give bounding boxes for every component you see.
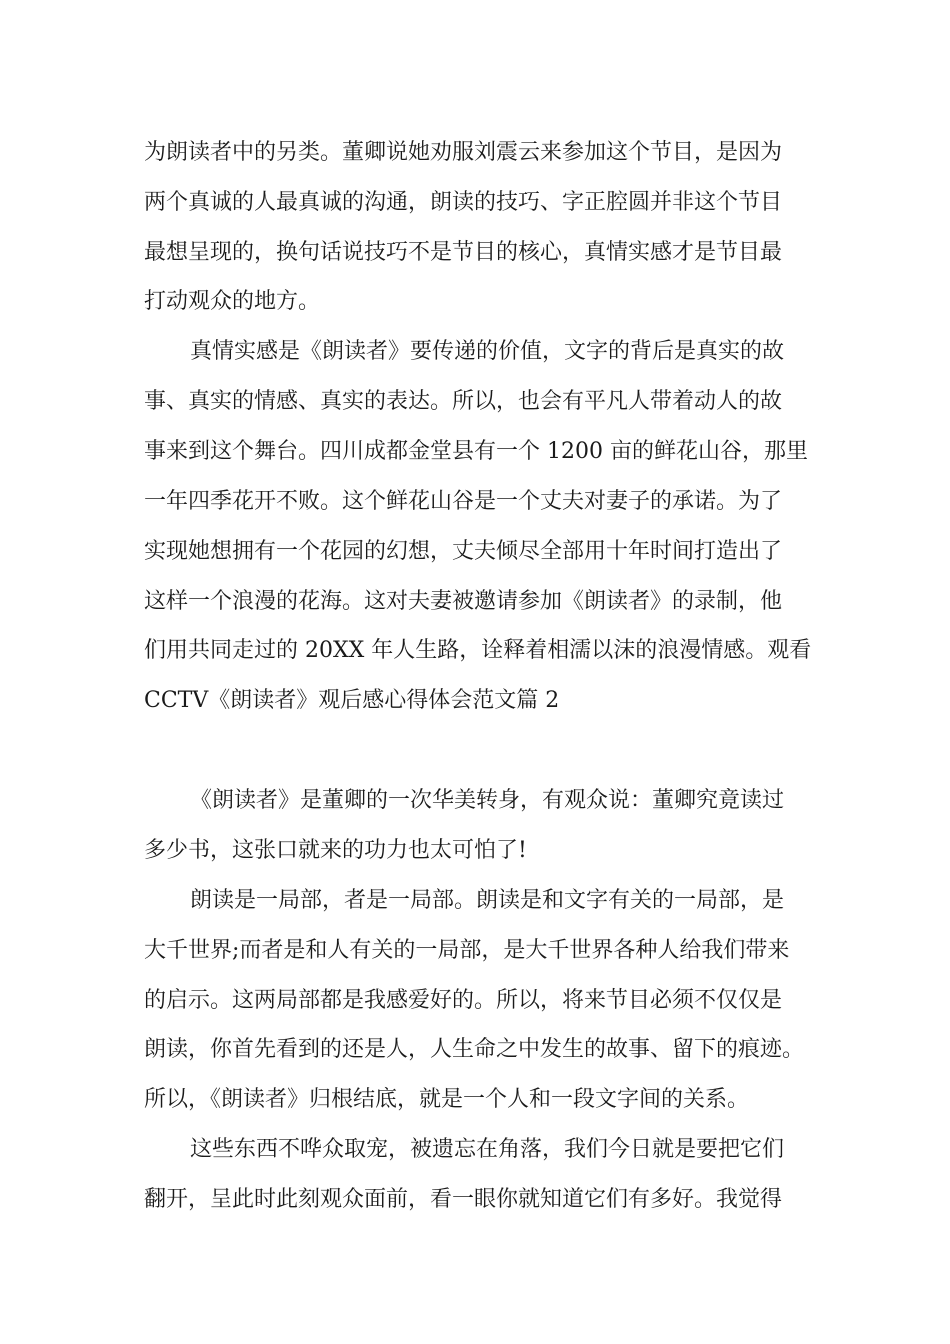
text-line: 大千世界;而者是和人有关的一局部，是大千世界各种人给我们带来 xyxy=(144,938,790,963)
text-line: 事、真实的情感、真实的表达。所以，也会有平凡人带着动人的故 xyxy=(144,389,783,414)
text-line: 一年四季花开不败。这个鲜花山谷是一个丈夫对妻子的承诺。为了 xyxy=(144,489,783,514)
text-line: 多少书，这张口就来的功力也太可怕了! xyxy=(144,838,527,863)
text-line: 翻开，呈此时此刻观众面前，看一眼你就知道它们有多好。我觉得 xyxy=(144,1187,783,1212)
text-line: 的启示。这两局部都是我感爱好的。所以，将来节目必须不仅仅是 xyxy=(144,988,783,1013)
text-line: 所以，《朗读者》归根结底，就是一个人和一段文字间的关系。 xyxy=(144,1087,750,1112)
text-line: 朗读，你首先看到的还是人，人生命之中发生的故事、留下的痕迹。 xyxy=(144,1037,805,1062)
text-line: 们用共同走过的 20XX 年人生路，诠释着相濡以沫的浪漫情感。观看 xyxy=(144,638,812,663)
text-line: 打动观众的地方。 xyxy=(144,289,321,314)
text-line: 真情实感是《朗读者》要传递的价值，文字的背后是真实的故 xyxy=(190,339,785,364)
text-line: CCTV《朗读者》观后感心得体会范文篇 2 xyxy=(144,688,560,713)
text-line: 这样一个浪漫的花海。这对夫妻被邀请参加《朗读者》的录制，他 xyxy=(144,589,783,614)
text-line: 实现她想拥有一个花园的幻想，丈夫倾尽全部用十年时间打造出了 xyxy=(144,539,783,564)
text-line: 最想呈现的，换句话说技巧不是节目的核心，真情实感才是节目最 xyxy=(144,240,783,265)
text-line: 这些东西不哗众取宠，被遗忘在角落，我们今日就是要把它们 xyxy=(190,1137,785,1162)
text-line: 两个真诚的人最真诚的沟通，朗读的技巧、字正腔圆并非这个节目 xyxy=(144,190,783,215)
text-line: 事来到这个舞台。四川成都金堂县有一个 1200 亩的鲜花山谷，那里 xyxy=(144,439,808,464)
text-line: 朗读是一局部，者是一局部。朗读是和文字有关的一局部，是 xyxy=(190,888,785,913)
text-line: 《朗读者》是董卿的一次华美转身，有观众说：董卿究竟读过 xyxy=(190,788,785,813)
text-line: 为朗读者中的另类。董卿说她劝服刘震云来参加这个节目，是因为 xyxy=(144,140,783,165)
